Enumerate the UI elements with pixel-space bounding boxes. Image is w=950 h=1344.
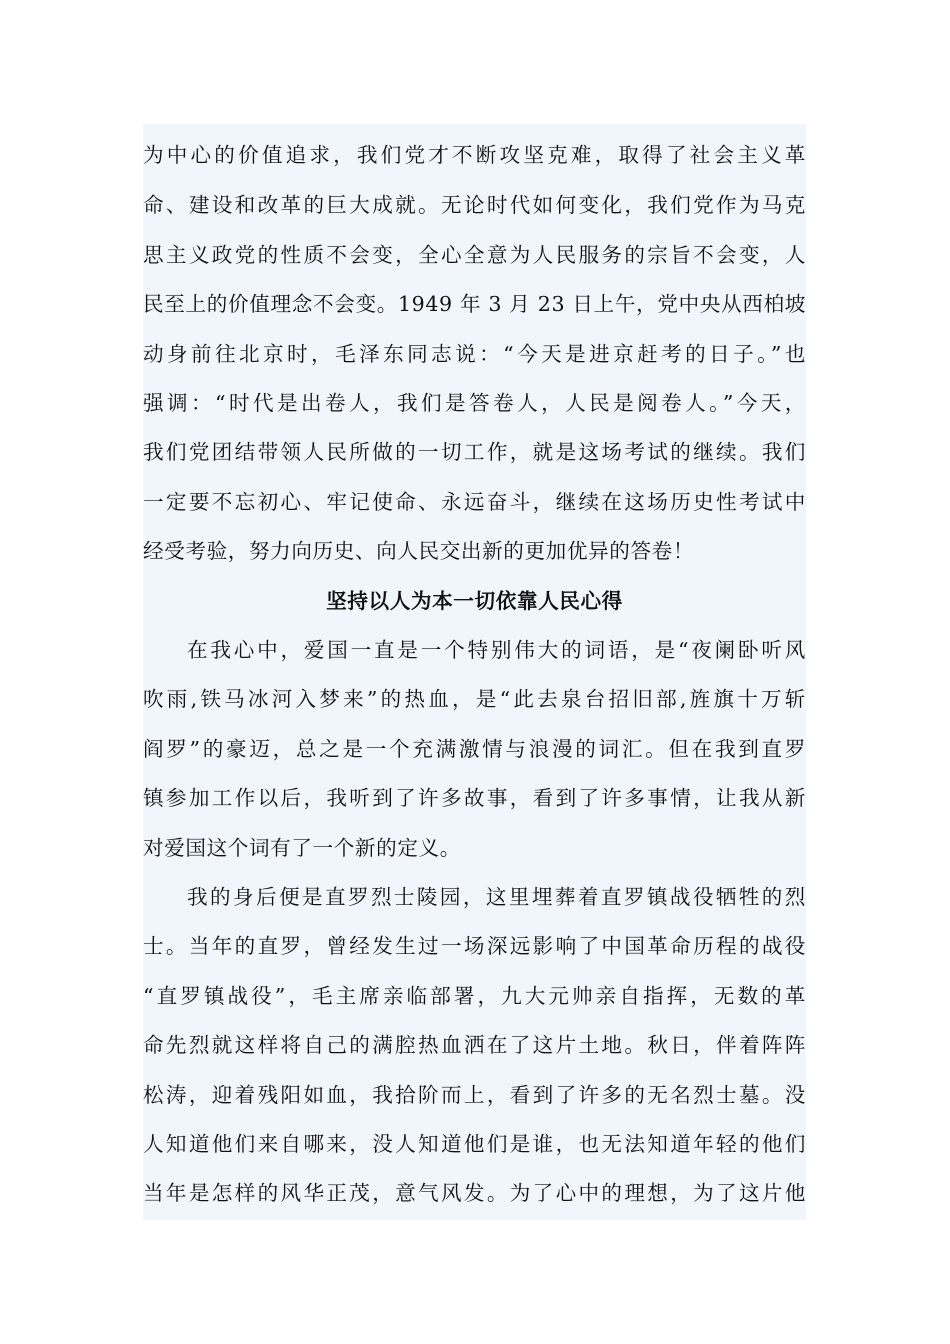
- text-line: 思主义政党的性质不会变，全心全意为人民服务的宗旨不会变，人: [143, 243, 806, 267]
- text-line: 命、建设和改革的巨大成就。无论时代如何变化，我们党作为马克: [143, 193, 806, 217]
- text-line: 我的身后便是直罗烈士陵园，这里埋葬着直罗镇战役牺牲的烈: [187, 885, 806, 909]
- text-line: 经受考验，努力向历史、向人民交出新的更加优异的答卷！: [143, 539, 695, 563]
- text-line: 镇参加工作以后，我听到了许多故事，看到了许多事情，让我从新: [143, 786, 806, 810]
- text-line: 一定要不忘初心、牢记使命、永远奋斗，继续在这场历史性考试中: [143, 490, 806, 514]
- text-line: 松涛，迎着残阳如血，我拾阶而上，看到了许多的无名烈士墓。没: [143, 1083, 806, 1107]
- text-line: 在我心中，爱国一直是一个特别伟大的词语，是“夜阑卧听风: [187, 638, 806, 662]
- text-line: 对爱国这个词有了一个新的定义。: [143, 836, 461, 860]
- text-line: 命先烈就这样将自己的满腔热血洒在了这片土地。秋日，伴着阵阵: [143, 1033, 806, 1057]
- text-line: 我们党团结带领人民所做的一切工作，就是这场考试的继续。我们: [143, 440, 806, 464]
- text-line: 当年是怎样的风华正茂，意气风发。为了心中的理想，为了这片他: [143, 1181, 806, 1205]
- text-line: 为中心的价值追求，我们党才不断攻坚克难，取得了社会主义革: [143, 143, 806, 167]
- text-line: 民至上的价值理念不会变。1949 年 3 月 23 日上午，党中央从西柏坡: [143, 292, 806, 316]
- text-line: 士。当年的直罗，曾经发生过一场深远影响了中国革命历程的战役: [143, 934, 806, 958]
- text-line: 阎罗”的豪迈，总之是一个充满激情与浪漫的词汇。但在我到直罗: [143, 737, 806, 761]
- section-title: 坚持以人为本一切依靠人民心得: [326, 589, 623, 613]
- text-body: [143, 124, 806, 1220]
- text-line: 吹雨,铁马冰河入梦来”的热血，是“此去泉台招旧部,旌旗十万斩: [143, 687, 806, 711]
- text-line: 动身前往北京时，毛泽东同志说：“今天是进京赶考的日子。”也: [143, 342, 806, 366]
- text-line: 人知道他们来自哪来，没人知道他们是谁，也无法知道年轻的他们: [143, 1132, 806, 1156]
- text-line: “直罗镇战役”，毛主席亲临部署，九大元帅亲自指挥，无数的革: [143, 984, 807, 1008]
- text-line: 强调：“时代是出卷人，我们是答卷人，人民是阅卷人。”今天，: [143, 391, 806, 415]
